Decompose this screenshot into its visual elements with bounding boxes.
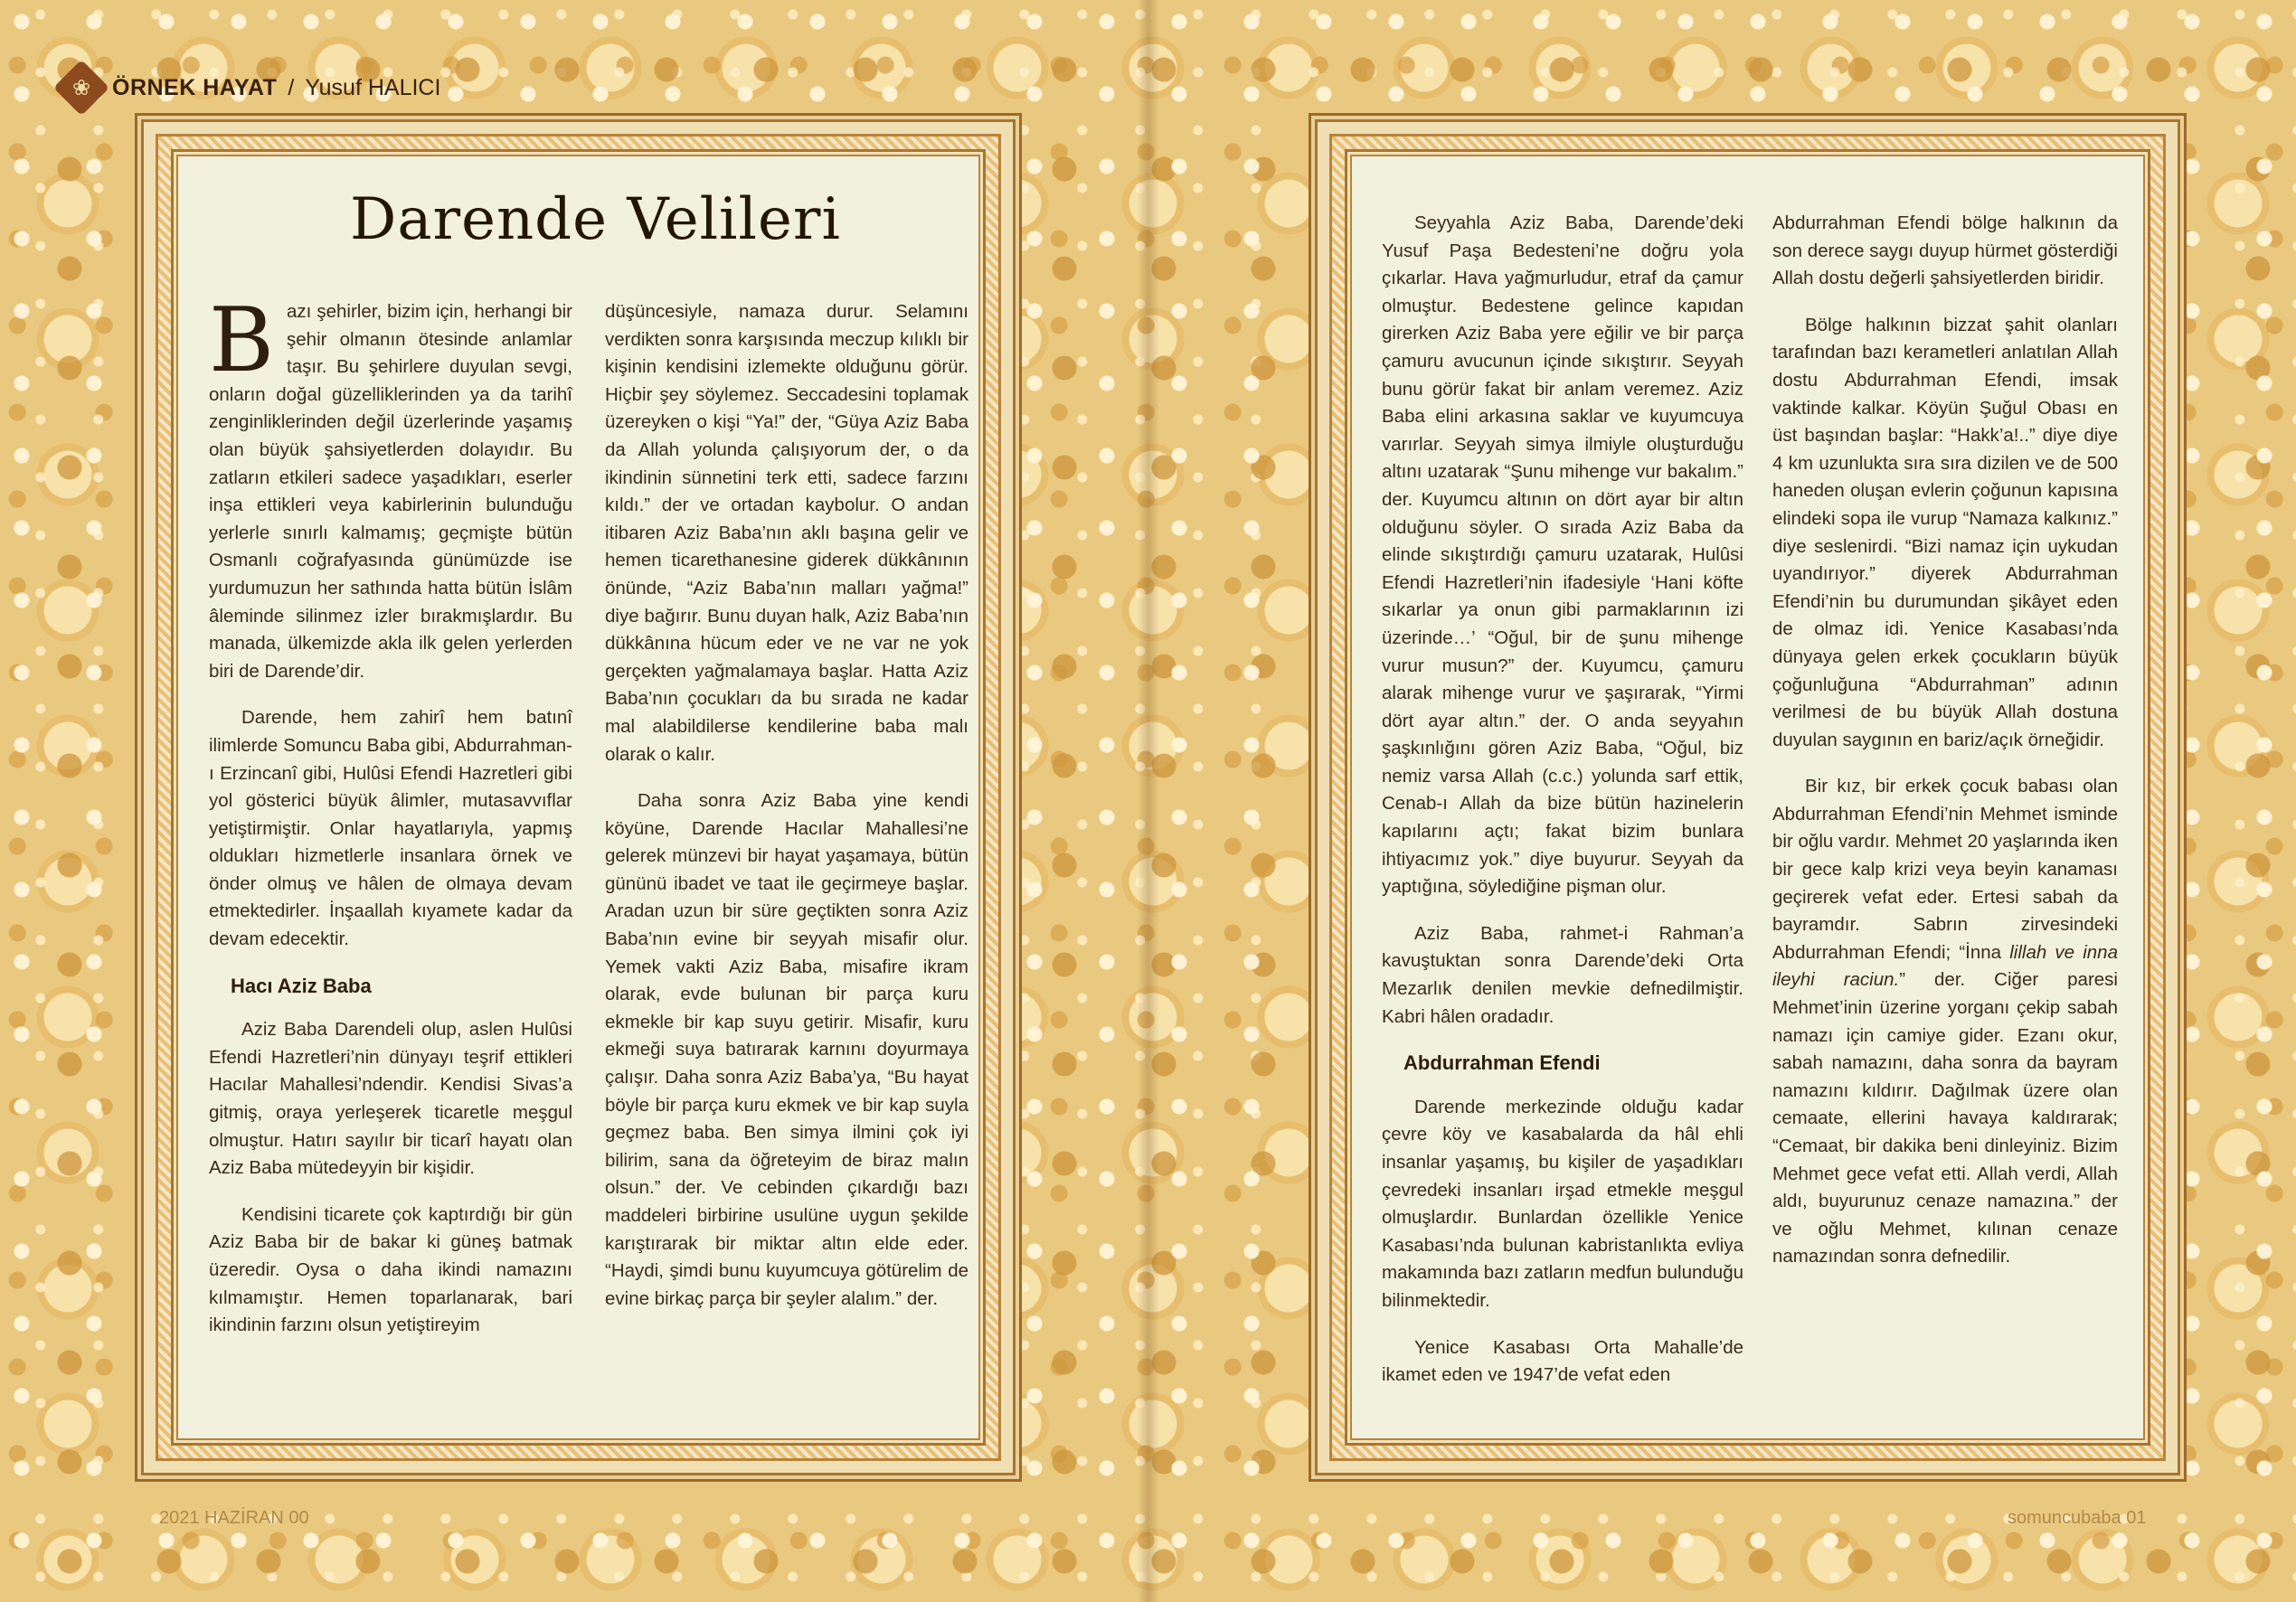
left-page-frame [141, 119, 1016, 1475]
page-header [61, 63, 440, 112]
left-column-1 [209, 289, 572, 1359]
paragraph: düşüncesiyle, namaza durur. Selamını verdikten sonra karşısında meczup kılıklı bir kişinin kendisini izlemekte olduğunu görür. Hiçbir şey söylemez. Seccadesini toplamak üzereyken o kişi “Ya!” der, “Güya Aziz Baba da Allah yolunda çalışıyorum der, o da ikindinin sünnetini terk etti, sadece farzını kıldı.” der ve ortadan kaybolur. O andan itibaren Aziz Baba’nın aklı başına gelir ve hemen ticarethanesine giderek dükkânının önünde, “Aziz Baba’nın malları yağma!” diye bağırır. Bunu duyan halk, Aziz Baba’nın dükkânına hücum eder ve ne var ne yok gerçekten yağmalamaya başlar. Hatta Aziz Baba’nın çocukları da bu sırada ne kadar mal alabildilerse kendilerine baba malı olarak o kalır. [605, 301, 968, 765]
paragraph: Darende, hem zahirî hem batınî ilimlerde Somuncu Baba gibi, Abdurrahman-ı Erzincanî gibi, Hulûsi Efendi Hazretleri gibi yol gösterici büyük âlimler, mutasavvıflar yetiştirmiştir. Onlar hayatlarıyla, yapmış oldukları hizmetlerle insanlara örnek ve önder olmuş ve hâlen de olmaya devam etmektedirler. İnşaallah kıyamete kadar da devam edecektir. [209, 707, 572, 950]
footer-right-folio: somuncubaba 01 [2008, 1508, 2147, 1528]
right-page-panel [1345, 149, 2150, 1446]
header-separator: / [288, 74, 295, 100]
paragraph: Darende merkezinde olduğu kadar çevre köy ve kasabalarda da hâl ehli insanlar yaşamış, bu kişiler de yaşadıkları çevredeki insanları irşad etmekle meşgul olmuşlardır. Bunlardan özellikle Yenice Kasabası’nda bulunan kabristanlıkta evliya makamında bazı zatların medfun bulunduğu bilinmektedir. [1382, 1096, 1744, 1311]
article-title: Darende Velileri [350, 186, 841, 253]
author-name: Yusuf HALICI [305, 74, 441, 100]
drop-cap: B [209, 289, 275, 392]
left-frame-band [156, 134, 1001, 1461]
left-column-2 [605, 298, 968, 1332]
paragraph: Aziz Baba, rahmet-i Rahman’a kavuştuktan sonra Darende’deki Orta Mezarlık denilen mevkie defnedilmiştir. Kabri hâlen oradadır. [1382, 922, 1743, 1027]
page-spine [1138, 0, 1159, 1602]
section-label: ÖRNEK HAYAT [112, 74, 278, 100]
right-frame-band [1329, 134, 2166, 1461]
paragraph: Seyyahla Aziz Baba, Darende’deki Yusuf Paşa Bedesteni’ne doğru yola çıkarlar. Hava yağmurludur, etraf da çamur olmuştur. Bedestene gelince kapıdan girerken Aziz Baba yere eğilir ve bir parça çamuru avucunun içinde sıkıştırır. Seyyah bunu görür fakat bir anlam veremez. Aziz Baba elini arkasına saklar ve kuyumcuya varırlar. Seyyah simya ilmiyle oluşturduğu altını uzatarak “Şunu mihenge vur bakalım.” der. Kuyumcu altının on dört ayar bir altın olduğunu söyler. O sırada Aziz Baba da elinde sıkıştırdığı çamuru uzatarak, Hulûsi Efendi Hazretleri’nin ifadesiyle ‘Hani köfte sıkarlar ya onun gibi parmaklarının izi üzerinde…’ “Oğul, bir de şunu mihenge vurur musun?” der. Kuyumcu, çamuru alarak mihenge vurur ve şaşırarak, “Yirmi dört ayar altın.” der. O anda seyyahın şaşkınlığını gören Aziz Baba, “Oğul, biz nemiz varsa Allah (c.c.) yolunda sarf ettik, Cenab-ı Allah da bize bütün hazinelerin kapılarını açtı; fakat bizim bunlara ihtiyacımız yok.” diye buyurur. Seyyah da yaptığına, söylediğine pişman olur. [1382, 212, 1743, 898]
paragraph: Yenice Kasabası Orta Mahalle’de ikamet eden ve 1947’de vefat eden [1382, 1336, 1743, 1386]
paragraph: Bazı şehirler, bizim için, herhangi bir şehir olmanın ötesinde anlamlar taşır. Bu şehirlere duyulan sevgi, onların doğal güzelliklerinden ya da tarihî zenginliklerinden değil üzerlerinde yaşamış olan büyük şahsiyetlerden dolayıdır. Bu zatların etkileri sadece yaşadıkları, eserler inşa ettikleri veya kabirlerinin bulunduğu yerlerle sınırlı kalmamış; geçmişte bütün Osmanlı coğrafyasında günümüzde ise yurdumuzun her sathında hatta bütün İslâm âleminde silinmez izler bırakmışlardır. Bu manada, ülkemizde akla ilk gelen yerlerden biri de Darende’dir. [209, 289, 572, 682]
right-column-1 [1382, 210, 1743, 1409]
paragraph: Abdurrahman Efendi bölge halkının da son derece saygı duyup hürmet gösterdiği Allah dostu değerli şahsiyetlerden biridir. [1772, 212, 2118, 289]
section-heading: Hacı Aziz Baba [231, 974, 372, 997]
right-page-frame [1315, 119, 2180, 1475]
section-heading: Abdurrahman Efendi [1403, 1051, 1601, 1075]
paragraph: Daha sonra Aziz Baba yine kendi köyüne, Darende Hacılar Mahallesi’ne gelerek münzevi bir hayat yaşamaya, bütün gününü ibadet ve taat ile geçirmeye başlar. Aradan uzun bir süre geçtikten sonra Aziz Baba’nın evine bir seyyah misafir olur. Yemek vakti Aziz Baba, misafire ikram olarak, evde bulunan bir parça kuru ekmekle bir kap suyu getirir. Misafir, kuru ekmeği suya batırarak karnını doyurmaya çalışır. Daha sonra Aziz Baba’ya, “Bu hayat böyle bir parça kuru ekmek ve bir kap suyla geçmez baba. Ben simya ilmini çok iyi bilirim, sana da öğreteyim de biraz malın olsun.” der. Ve cebinden çıkardığı bazı maddeleri birbirine usulüne uygun şekilde karıştırarak bir miktar altın elde eder. “Haydi, şimdi bunu kuyumcuya götürelim de evine birkaç parça bir şeyler alalım.” der. [605, 790, 968, 1309]
right-column-2 [1772, 210, 2118, 1290]
paragraph: Bölge halkının bizzat şahit olanları tarafından bazı kerametleri anlatılan Allah dostu Abdurrahman Efendi, imsak vaktinde kalkar. Köyün Şuğul Obası en üst başından başlar: “Hakk’a!..” diye diye 4 km uzunlukta sıra sıra dizilen ve de 500 haneden oluşan evlerin çoğunun kapısına elindeki sopa ile vurup “Namaza kalkınız.” diye seslenirdi. “Bizi namaz için uykudan uyandırıyor.” diyerek Abdurrahman Efendi’nin bu durumundan şikâyet eden de olmaz idi. Yenice Kasabası’nda dünyaya gelen erkek çocukların büyük çoğunluğuna “Abdurrahman” adının verilmesi de bu büyük Allah dostuna duyulan saygının en bariz/açık örneğidir. [1772, 314, 2118, 750]
paragraph: Bir kız, bir erkek çocuk babası olan Abdurrahman Efendi’nin Mehmet isminde bir oğlu vardır. Mehmet 20 yaşlarında iken bir gece kalp krizi veya beyin kanaması geçirerek vefat eder. Ertesi sabah da bayramdır. Sabrın zirvesindeki Abdurrahman Efendi; “İnna lillah ve inna ileyhi raciun.” der. Ciğer paresi Mehmet’inin üzerine yorganı çekip sabah namazı için camiye gider. Ezanı okur, sabah namazını, daha sonra da bayram namazını kıldırır. Dağılmak üzere olan cemaate, ellerini havaya kaldırarak; “Cemaat, bir dakika beni dinleyiniz. Bizim Mehmet gece vefat etti. Allah verdi, Allah aldı, buyurunuz cenaze namazına.” der ve oğlu Mehmet, kılınan cenaze namazından sonra defnedilir. [1772, 776, 2118, 1267]
paragraph: Kendisini ticarete çok kaptırdığı bir gün Aziz Baba bir de bakar ki güneş batmak üzeredir. Oysa o daha ikindi namazını kılmamıştır. Hemen toparlanarak, bari ikindinin farzını olsun yetiştireyim [209, 1203, 572, 1336]
left-page-panel [171, 149, 986, 1446]
paragraph: Aziz Baba Darendeli olup, aslen Hulûsi Efendi Hazretleri’nin dünyayı teşrif ettikleri Hacılar Mahallesi’ndendir. Kendisi Sivas’a gitmiş, oraya yerleşerek ticaretle meşgul olmuştur. Hatırı sayılır bir ticarî hayatı olan Aziz Baba mütedeyyin bir kişidir. [209, 1019, 572, 1179]
footer-left-folio: 2021 HAZİRAN 00 [159, 1508, 309, 1528]
diamond-ornament-icon: ❀ [53, 60, 109, 116]
